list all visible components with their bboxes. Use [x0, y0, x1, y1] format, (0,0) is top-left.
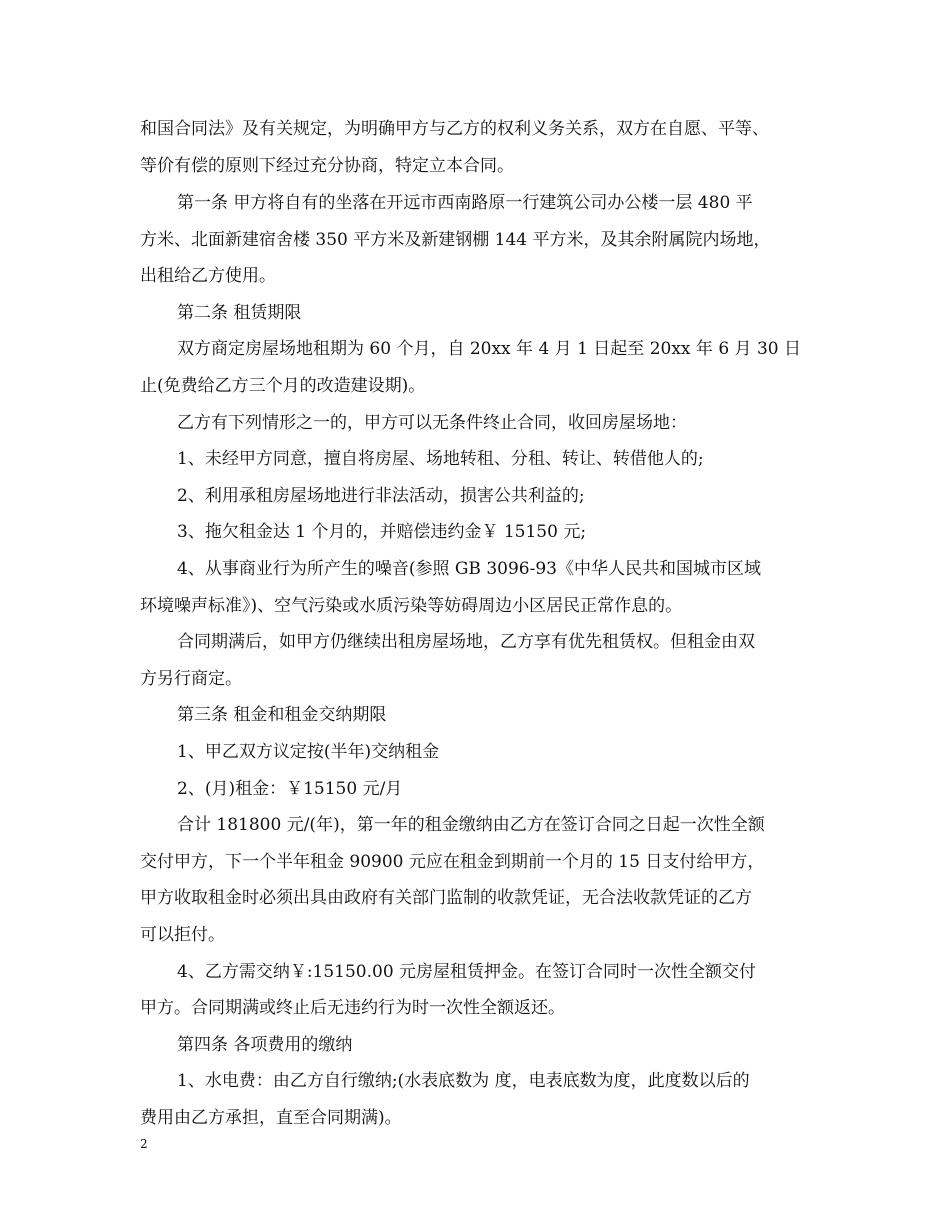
text-line: 止(免费给乙方三个月的改造建设期)。: [140, 376, 426, 396]
text-line: 甲方收取租金时必须出具由政府有关部门监制的收款凭证，无合法收款凭证的乙方: [140, 888, 752, 908]
text-line: 可以拒付。: [140, 925, 225, 945]
text-line: 等价有偿的原则下经过充分协商，特定立本合同。: [140, 156, 514, 176]
text-line: 出租给乙方使用。: [140, 266, 276, 286]
text-line: 交付甲方，下一个半年租金 90900 元应在租金到期前一个月的 15 日支付给甲方，: [140, 852, 765, 872]
text-line: 环境噪声标准》)、空气污染或水质污染等妨碍周边小区居民正常作息的。: [140, 596, 683, 616]
text-line: 方另行商定。: [140, 669, 242, 689]
section-heading: 第二条 租赁期限: [177, 303, 302, 323]
list-item: 4、从事商业行为所产生的噪音(参照 GB 3096-93《中华人民共和国城市区域: [177, 559, 761, 579]
section-heading: 第四条 各项费用的缴纳: [177, 1035, 353, 1055]
text-line: 费用由乙方承担，直至合同期满)。: [140, 1108, 402, 1128]
list-item: 1、甲乙双方议定按(半年)交纳租金: [177, 742, 440, 762]
text-line: 合计 181800 元/(年)，第一年的租金缴纳由乙方在签订合同之日起一次性全额: [177, 815, 765, 835]
section-heading: 第三条 租金和租金交纳期限: [177, 705, 387, 725]
text-line: 乙方有下列情形之一的，甲方可以无条件终止合同，收回房屋场地：: [177, 413, 687, 433]
list-item: 4、乙方需交纳￥:15150.00 元房屋租赁押金。在签订合同时一次性全额交付: [177, 962, 757, 982]
text-line: 方米、北面新建宿舍楼 350 平方米及新建钢棚 144 平方米，及其余附属院内场地，: [140, 230, 771, 250]
list-item: 1、水电费：由乙方自行缴纳;(水表底数为 度，电表底数为度，此度数以后的: [177, 1071, 750, 1091]
text-line: 第一条 甲方将自有的坐落在开远市西南路原一行建筑公司办公楼一层 480 平: [177, 193, 753, 213]
text-line: 双方商定房屋场地租期为 60 个月，自 20xx 年 4 月 1 日起至 20xx 年 6 月 30 日: [177, 339, 801, 359]
list-item: 2、利用承租房屋场地进行非法活动，损害公共利益的;: [177, 486, 585, 506]
text-line: 合同期满后，如甲方仍继续出租房屋场地，乙方享有优先租赁权。但租金由双: [177, 632, 755, 652]
text-line: 和国合同法》及有关规定，为明确甲方与乙方的权利义务关系，双方在自愿、平等、: [140, 119, 769, 139]
text-line: 甲方。合同期满或终止后无违约行为时一次性全额返还。: [140, 998, 565, 1018]
list-item: 2、(月)租金：￥15150 元/月: [177, 779, 403, 799]
page-number: 2: [140, 1137, 148, 1151]
list-item: 3、拖欠租金达 1 个月的，并赔偿违约金￥ 15150 元;: [177, 522, 587, 542]
list-item: 1、未经甲方同意，擅自将房屋、场地转租、分租、转让、转借他人的;: [177, 449, 704, 469]
